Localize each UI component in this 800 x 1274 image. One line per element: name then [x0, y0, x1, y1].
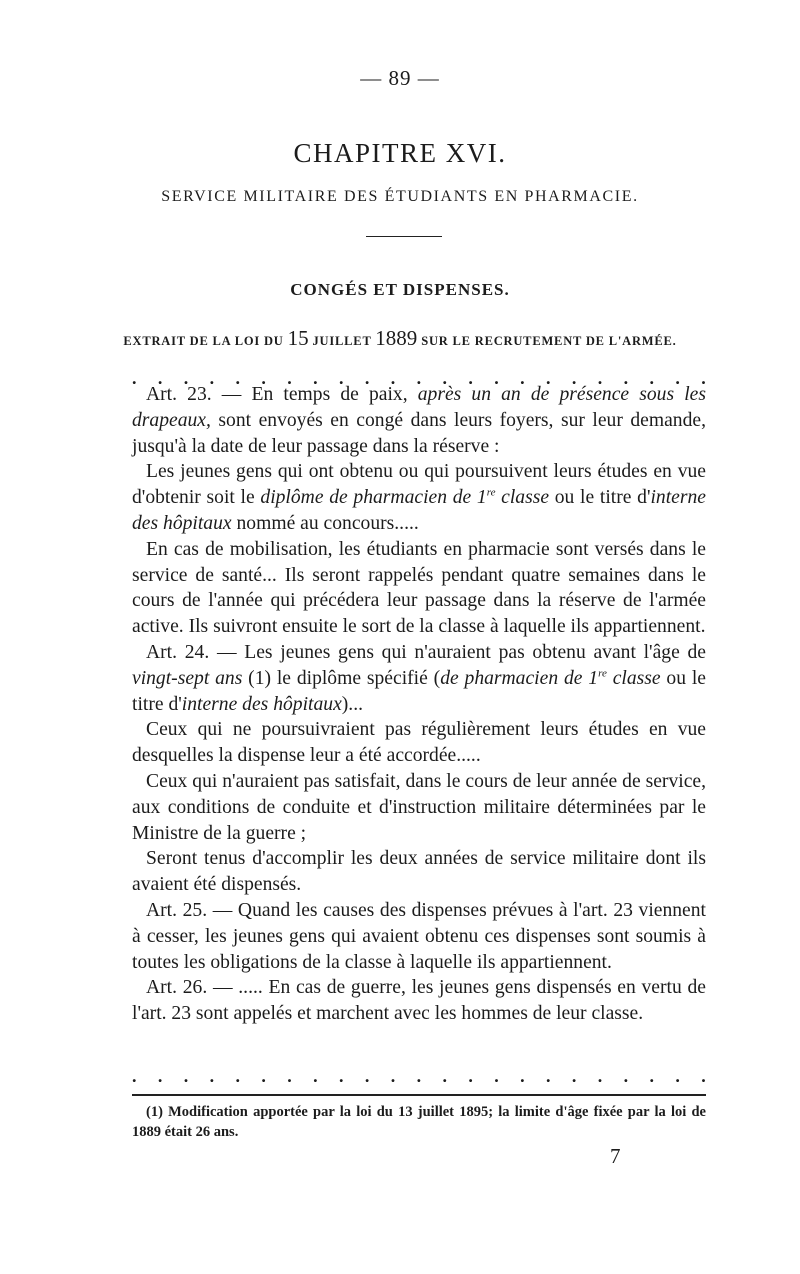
paragraph-art-26: Art. 26. — ..... En cas de guerre, les jeunes gens dispensés en vertu de l'art. 23 sont appelés et marchent avec les hommes de leur classe.	[132, 977, 706, 1025]
leader-dot: .	[597, 1068, 603, 1084]
leader-dot: .	[235, 370, 240, 386]
footnote-divider	[132, 1094, 706, 1096]
leader-dot: .	[132, 370, 137, 386]
leader-dot: .	[287, 370, 292, 386]
article-text	[132, 382, 706, 1027]
leader-dot: .	[390, 1068, 396, 1084]
signature-mark: 7	[610, 1144, 621, 1168]
leader-dot: .	[313, 1068, 318, 1084]
leader-dot: .	[468, 1068, 473, 1084]
leader-dot: .	[468, 370, 473, 386]
paragraph-service-obligation: Seront tenus d'accomplir les deux années de service militaire dont ils avaient été dispensés.	[132, 848, 706, 896]
leader-dot: .	[313, 370, 318, 386]
leader-dot: .	[287, 1068, 292, 1084]
chapter-title: CHAPITRE XVI.	[293, 138, 507, 168]
leader-dot: .	[235, 1068, 240, 1084]
leader-dot: .	[261, 1068, 266, 1084]
paragraph-pharmacy-students: Les jeunes gens qui ont obtenu ou qui poursuivent leurs études en vue d'obtenir soit le diplôme de pharmacien de 1re classe ou le titre d'interne des hôpitaux nommé au concours.....	[132, 461, 706, 534]
ellipsis-row-bottom	[132, 1068, 706, 1084]
leader-dot: .	[649, 370, 654, 386]
leader-dot: .	[675, 1068, 680, 1084]
extract-day: 15	[287, 326, 309, 350]
paragraph-conduct-conditions: Ceux qui n'auraient pas satisfait, dans le cours de leur année de service, aux conditions de conduite et d'instruction militaire déterminées par le Ministre de la guerre ;	[132, 770, 706, 844]
leader-dot: .	[390, 370, 396, 386]
leader-dot: .	[183, 1068, 189, 1084]
leader-dot: .	[339, 370, 344, 386]
leader-dot: .	[623, 1068, 629, 1084]
leader-dot: .	[494, 1068, 499, 1084]
leader-dot: .	[132, 1068, 137, 1084]
leader-dot: .	[546, 1068, 551, 1084]
leader-dot: .	[701, 370, 706, 386]
paragraph-mobilisation: En cas de mobilisation, les étudiants en pharmacie sont versés dans le service de santé... Ils seront rappelés pendant quatre semaines dans le cours de l'année qui précédera leur passage dans la réserve de l'armée active. Ils suivront ensuite le sort de la classe à laquelle ils appartiennent.	[132, 538, 706, 638]
leader-dot: .	[157, 370, 163, 386]
leader-dot: .	[442, 370, 447, 386]
leader-dot: .	[183, 370, 189, 386]
leader-dot: .	[209, 370, 215, 386]
leader-dot: .	[546, 370, 551, 386]
title-divider	[366, 236, 442, 237]
leader-dot: .	[701, 1068, 706, 1084]
leader-dot: .	[364, 1068, 370, 1084]
leader-dot: .	[209, 1068, 215, 1084]
paragraph-irregular-studies: Ceux qui ne poursuivraient pas régulièrement leurs études en vue desquelles la dispense leur a été accordée.....	[132, 719, 706, 767]
leader-dot: .	[571, 370, 577, 386]
page-number: — 89 —	[360, 66, 440, 90]
leader-dot: .	[520, 1068, 525, 1084]
leader-dot: .	[571, 1068, 577, 1084]
leader-dot: .	[675, 370, 680, 386]
leader-dot: .	[597, 370, 603, 386]
leader-dot: .	[649, 1068, 654, 1084]
paragraph-art-23: Art. 23. — En temps de paix, après un an de présence sous les drapeaux, sont envoyés en congé dans leurs foyers, sur leur demande, jusqu'à la date de leur passage dans la réserve :	[132, 384, 706, 457]
extract-year: 1889	[375, 326, 418, 350]
leader-dot: .	[442, 1068, 447, 1084]
leader-dot: .	[623, 370, 629, 386]
paragraph-art-25: Art. 25. — Quand les causes des dispenses prévues à l'art. 23 viennent à cesser, les jeunes gens qui avaient obtenu ces dispenses sont soumis à toutes les obligations de la classe à laquelle ils appartiennent.	[132, 899, 706, 973]
section-title: CONGÉS ET DISPENSES.	[290, 280, 510, 299]
leader-dot: .	[494, 370, 499, 386]
chapter-subtitle: SERVICE MILITAIRE DES ÉTUDIANTS EN PHARMACIE.	[161, 188, 639, 205]
paragraph-art-24: Art. 24. — Les jeunes gens qui n'auraient pas obtenu avant l'âge de vingt-sept ans (1) le diplôme spécifié (de pharmacien de 1re classe ou le titre d'interne des hôpitaux)...	[132, 641, 707, 715]
leader-dot: .	[416, 1068, 422, 1084]
leader-dot: .	[520, 370, 525, 386]
law-extract-heading	[0, 326, 800, 351]
leader-dot: .	[339, 1068, 344, 1084]
leader-dot: .	[157, 1068, 163, 1084]
footnote-text: (1) Modification apportée par la loi du 13 juillet 1895; la limite d'âge fixée par la loi de 1889 était 26 ans.	[132, 1104, 706, 1140]
leader-dot: .	[364, 370, 370, 386]
footnote	[132, 1102, 706, 1142]
leader-dot: .	[261, 370, 266, 386]
leader-dot: .	[416, 370, 422, 386]
extract-part-3: SUR LE RECRUTEMENT DE L'ARMÉE.	[417, 334, 677, 348]
extract-part-2: JUILLET	[308, 334, 376, 348]
extract-part-1: EXTRAIT DE LA LOI DU	[123, 334, 288, 348]
